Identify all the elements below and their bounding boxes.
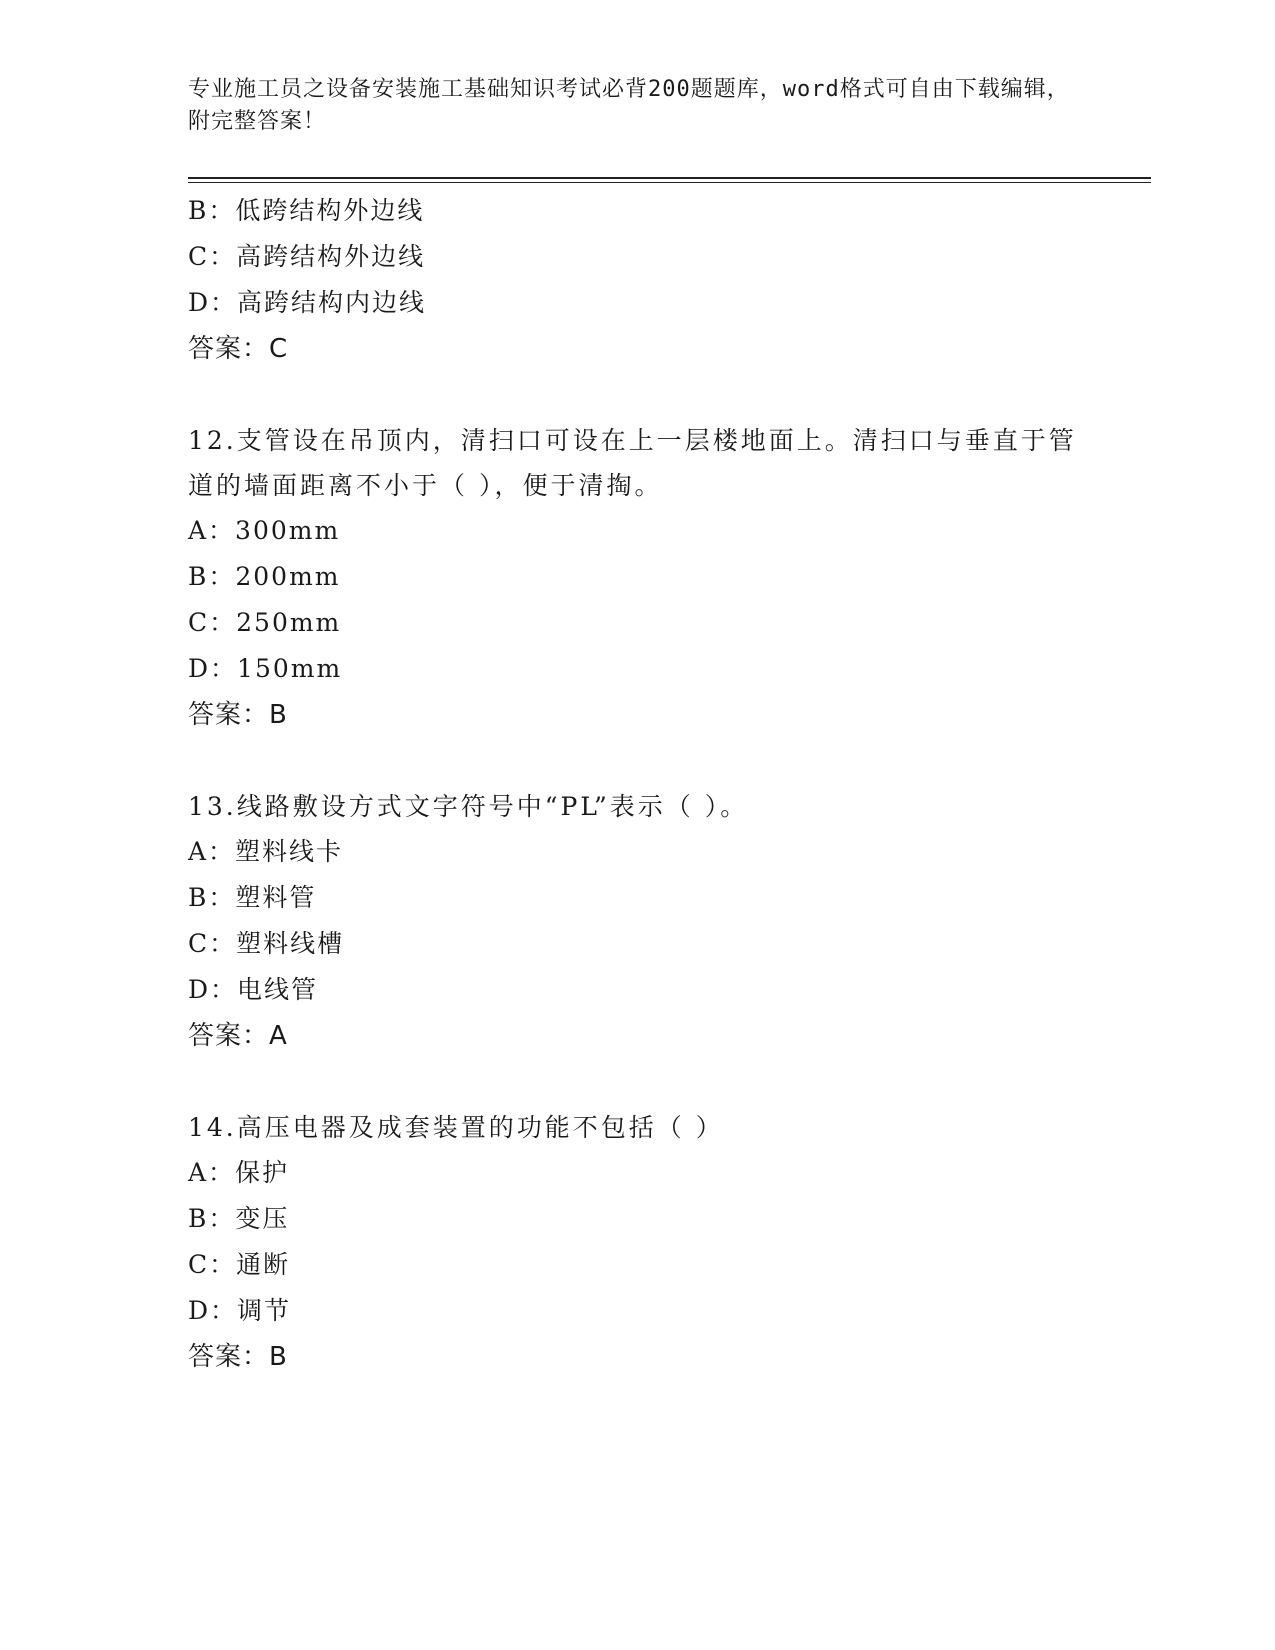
header-rule-thick <box>188 177 1151 179</box>
option-d: D：150mm <box>188 654 343 683</box>
question-block-partial <box>188 188 1088 372</box>
option-a: A：300mm <box>188 516 341 545</box>
option-c: C：高跨结构外边线 <box>188 242 426 271</box>
option-b: B：塑料管 <box>188 883 317 912</box>
option-c: C：250mm <box>188 608 342 637</box>
option-d: D：电线管 <box>188 975 319 1004</box>
question-text: 13.线路敷设方式文字符号中“PL”表示（ ）。 <box>188 792 749 821</box>
option-b: B：变压 <box>188 1204 290 1233</box>
option-c: C：通断 <box>188 1250 291 1279</box>
option-d: D：调节 <box>188 1296 292 1325</box>
answer-line: 答案：A <box>188 1021 288 1051</box>
spacer <box>188 738 1088 784</box>
option-b: B：低跨结构外边线 <box>188 196 425 225</box>
answer-line: 答案：B <box>188 1342 288 1372</box>
answer-line: 答案：C <box>188 334 289 364</box>
spacer <box>188 1059 1088 1105</box>
header-rule-thin <box>188 182 1151 183</box>
question-block-12 <box>188 418 1088 738</box>
document-content <box>188 188 1088 1380</box>
question-text: 14.高压电器及成套装置的功能不包括（ ） <box>188 1113 724 1142</box>
answer-line: 答案：B <box>188 700 288 730</box>
question-block-14 <box>188 1105 1088 1380</box>
option-a: A：塑料线卡 <box>188 837 344 866</box>
option-b: B：200mm <box>188 562 341 591</box>
option-a: A：保护 <box>188 1158 290 1187</box>
question-block-13 <box>188 784 1088 1059</box>
option-d: D：高跨结构内边线 <box>188 288 427 317</box>
document-header: 专业施工员之设备安装施工基础知识考试必背200题题库，word格式可自由下载编辑，附完整答案！ <box>188 77 1070 134</box>
option-c: C：塑料线槽 <box>188 929 345 958</box>
spacer <box>188 372 1088 418</box>
question-text: 12.支管设在吊顶内，清扫口可设在上一层楼地面上。清扫口与垂直于管道的墙面距离不小于（ ），便于清掏。 <box>188 426 1077 500</box>
